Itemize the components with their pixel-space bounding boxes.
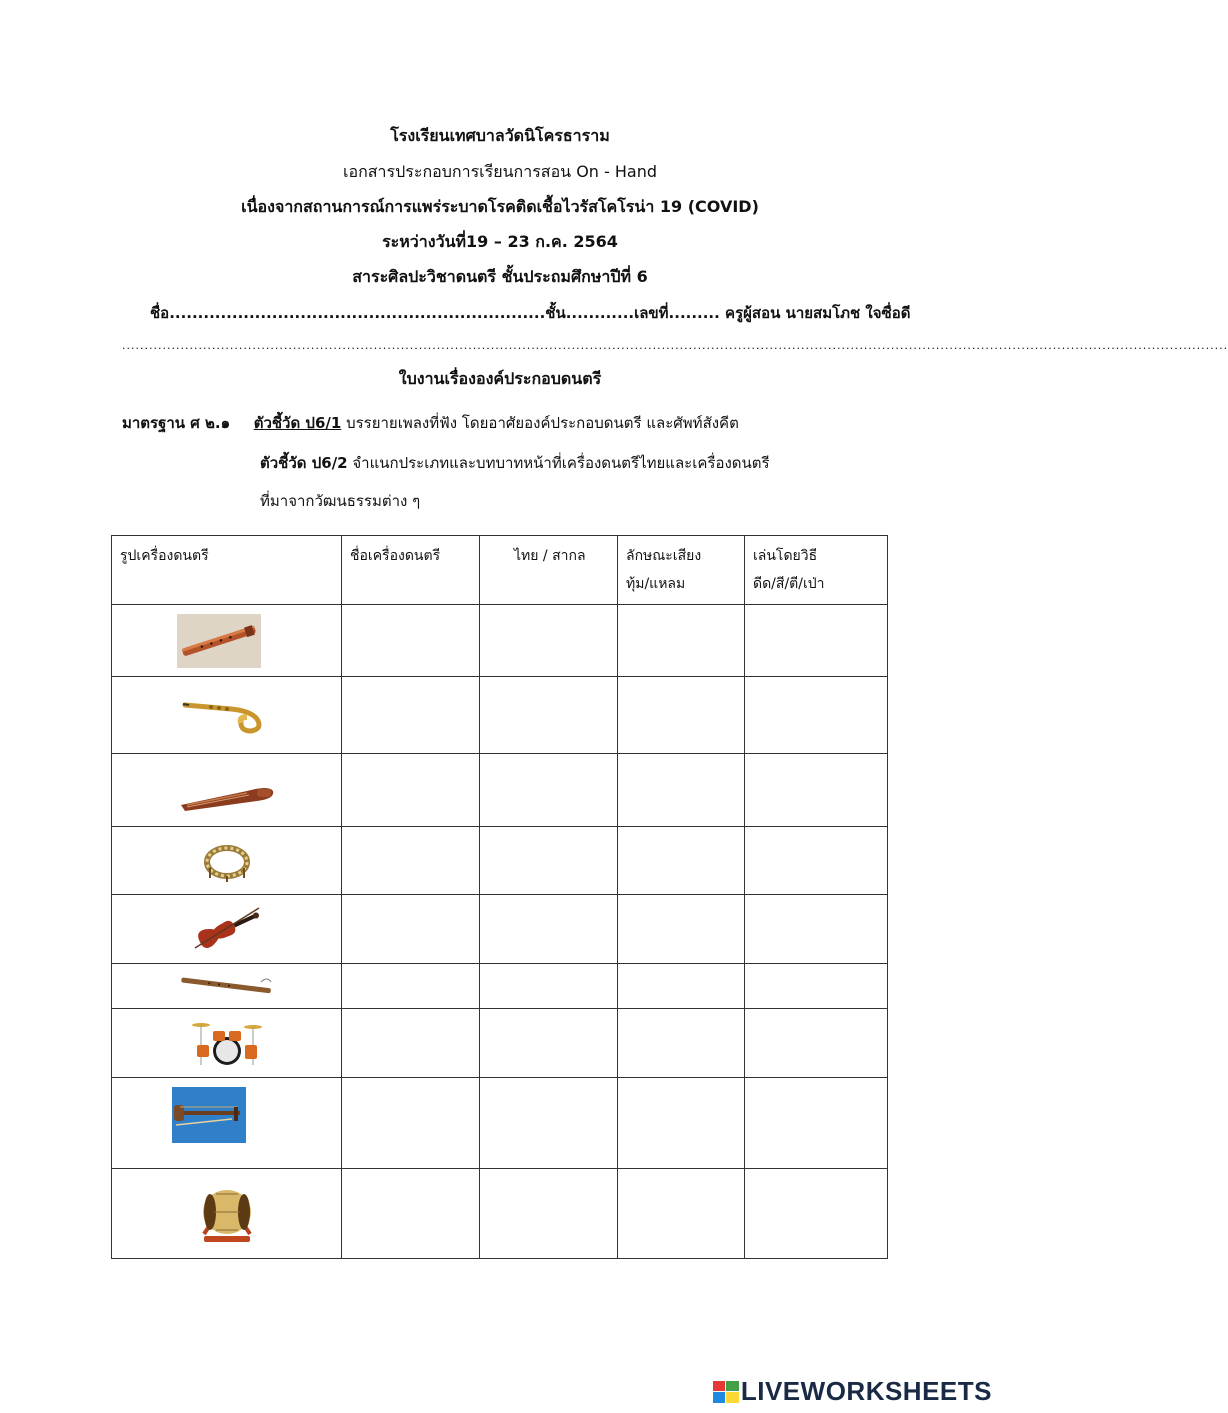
header-name: ชื่อเครื่องดนตรี xyxy=(342,536,480,605)
answer-cell[interactable] xyxy=(618,1078,745,1169)
indicator-2-label: ตัวชี้วัด ป6/2 xyxy=(260,454,348,472)
standard-line-1 xyxy=(122,411,739,435)
table-row xyxy=(112,964,888,1009)
answer-cell[interactable] xyxy=(618,754,745,827)
bamboo-flute-icon xyxy=(179,974,275,998)
answer-cell[interactable] xyxy=(480,964,618,1009)
table-header-row xyxy=(112,536,888,605)
answer-cell[interactable] xyxy=(618,1009,745,1078)
table-row xyxy=(112,1169,888,1259)
answer-cell[interactable] xyxy=(618,964,745,1009)
document-type: เอกสารประกอบการเรียนการสอน On - Hand xyxy=(342,162,658,181)
answer-cell[interactable] xyxy=(745,754,888,827)
logo-squares-icon xyxy=(713,1381,739,1403)
picture-cell xyxy=(112,1078,342,1169)
covid-reason: เนื่องจากสถานการณ์การแพร่ระบาดโรคติดเชื้อไวรัสโคโรน่า 19 (COVID) xyxy=(241,197,759,216)
table-row xyxy=(112,895,888,964)
subject-line: สาระศิลปะวิชาดนตรี ชั้นประถมศึกษาปีที่ 6 xyxy=(352,267,648,286)
table-row xyxy=(112,1009,888,1078)
liveworksheets-logo xyxy=(713,1376,992,1407)
dotted-divider: ...................................................................................................................................................................................................................................................... xyxy=(122,339,1228,352)
indicator-2-continued: ที่มาจากวัฒนธรรมต่าง ๆ xyxy=(260,492,421,510)
answer-cell[interactable] xyxy=(342,605,480,677)
answer-cell[interactable] xyxy=(342,964,480,1009)
picture-cell xyxy=(112,964,342,1009)
answer-cell[interactable] xyxy=(342,895,480,964)
answer-cell[interactable] xyxy=(342,1078,480,1169)
table-row xyxy=(112,605,888,677)
saw-fiddle-icon xyxy=(172,1087,246,1143)
gong-circle-icon xyxy=(202,838,252,884)
brand-text: LIVEWORKSHEETS xyxy=(740,1376,992,1406)
table-row xyxy=(112,1078,888,1169)
answer-cell[interactable] xyxy=(745,605,888,677)
violin-icon xyxy=(189,904,265,954)
date-range: ระหว่างวันที่19 – 23 ก.ค. 2564 xyxy=(382,232,618,251)
answer-cell[interactable] xyxy=(480,1009,618,1078)
picture-cell xyxy=(112,1169,342,1259)
table-row xyxy=(112,754,888,827)
answer-cell[interactable] xyxy=(342,1169,480,1259)
jakhe-zither-icon xyxy=(177,779,277,813)
answer-cell[interactable] xyxy=(745,1169,888,1259)
table-row xyxy=(112,677,888,754)
answer-cell[interactable] xyxy=(618,605,745,677)
answer-cell[interactable] xyxy=(480,754,618,827)
header-sound: ลักษณะเสียง ทุ้ม/แหลม xyxy=(618,536,745,605)
wooden-flute-icon xyxy=(177,614,261,668)
thai-drum-icon xyxy=(196,1182,258,1246)
header-picture: รูปเครื่องดนตรี xyxy=(112,536,342,605)
saxophone-icon xyxy=(181,695,273,735)
indicator-2-text: จำแนกประเภทและบทบาทหน้าที่เครื่องดนตรีไทยและเครื่องดนตรี xyxy=(347,454,770,472)
answer-cell[interactable] xyxy=(618,895,745,964)
answer-cell[interactable] xyxy=(745,1078,888,1169)
answer-cell[interactable] xyxy=(618,677,745,754)
worksheet-title: ใบงานเรื่ององค์ประกอบดนตรี xyxy=(398,369,602,388)
picture-cell xyxy=(112,677,342,754)
answer-cell[interactable] xyxy=(480,677,618,754)
picture-cell xyxy=(112,754,342,827)
answer-cell[interactable] xyxy=(342,677,480,754)
table-row xyxy=(112,827,888,895)
answer-cell[interactable] xyxy=(342,827,480,895)
answer-cell[interactable] xyxy=(618,827,745,895)
answer-cell[interactable] xyxy=(480,895,618,964)
school-name: โรงเรียนเทศบาลวัดนิโครธาราม xyxy=(390,126,610,145)
indicator-1-label: ตัวชี้วัด ป6/1 xyxy=(253,414,342,432)
answer-cell[interactable] xyxy=(480,605,618,677)
answer-cell[interactable] xyxy=(342,754,480,827)
student-name-line: ชื่อ..................................................................ชั้น............เลขที่......... ครูผู้สอน นายสมโภช ใจซื่อดี xyxy=(150,304,911,322)
answer-cell[interactable] xyxy=(618,1169,745,1259)
header-thai-intl: ไทย / สากล xyxy=(480,536,618,605)
answer-cell[interactable] xyxy=(745,677,888,754)
answer-cell[interactable] xyxy=(745,1009,888,1078)
standard-label: มาตรฐาน ศ ๒.๑ xyxy=(122,414,231,432)
picture-cell xyxy=(112,605,342,677)
instrument-table xyxy=(111,535,888,1259)
picture-cell xyxy=(112,827,342,895)
standard-line-2 xyxy=(260,451,770,475)
header-play-method: เล่นโดยวิธี ดีด/สี/ตี/เป่า xyxy=(745,536,888,605)
answer-cell[interactable] xyxy=(745,964,888,1009)
answer-cell[interactable] xyxy=(480,1078,618,1169)
picture-cell xyxy=(112,1009,342,1078)
answer-cell[interactable] xyxy=(745,895,888,964)
answer-cell[interactable] xyxy=(745,827,888,895)
drum-kit-icon xyxy=(191,1017,263,1069)
picture-cell xyxy=(112,895,342,964)
indicator-1-text: บรรยายเพลงที่ฟัง โดยอาศัยองค์ประกอบดนตรี และศัพท์สังคีต xyxy=(341,414,739,432)
answer-cell[interactable] xyxy=(480,1169,618,1259)
answer-cell[interactable] xyxy=(480,827,618,895)
answer-cell[interactable] xyxy=(342,1009,480,1078)
